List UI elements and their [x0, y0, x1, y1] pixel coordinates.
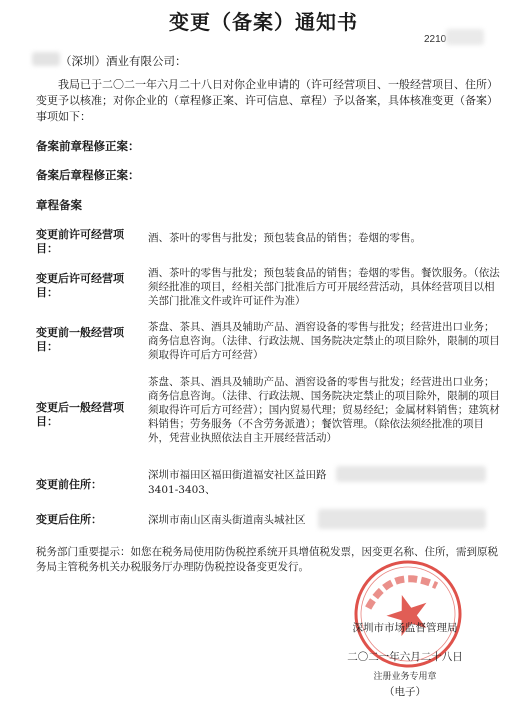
tax-notice: 税务部门重要提示：如您在税务局使用防伪税控系统开具增值税发票，因变更名称、住所，需到原税务局主管税务机关办税服务厅办理防伪税控设备变更发行。	[36, 546, 498, 573]
change-label: 变更后一般经营项目：	[36, 401, 124, 428]
after-amendment-label: 备案后章程修正案：	[36, 168, 140, 182]
change-label: 变更后住所：	[36, 513, 102, 526]
electronic-mark: （电子）	[384, 686, 426, 698]
before-amendment-label: 备案前章程修正案：	[36, 139, 140, 153]
issuing-authority: 深圳市市场监督管理局	[352, 622, 458, 634]
change-value-continued: 3401-3403、	[148, 484, 216, 496]
intro-paragraph: 我局已于二〇二一年六月二十八日对你企业申请的（许可经营项目、一般经营项目、住所）变更予以核准；对你企业的（章程修正案、许可信息、章程）予以备案，具体核准变更（备案）事项如下：	[36, 78, 498, 123]
change-label: 变更前一般经营项目：	[36, 326, 124, 353]
change-label: 变更前许可经营项目：	[36, 228, 124, 255]
change-value: 酒、茶叶的零售与批发；预包装食品的销售；卷烟的零售。餐饮服务。（依法须经批准的项目，经相关部门批准后方可开展经营活动，具体经营项目以相关部门批准文件或许可证件为准）	[148, 267, 500, 307]
articles-filing-label: 章程备案	[36, 198, 82, 212]
change-value: 深圳市福田区福田街道福安社区益田路	[148, 469, 327, 481]
document-number: 2210	[424, 34, 447, 45]
change-value: 深圳市南山区南头街道南头城社区	[148, 514, 306, 526]
change-value: 酒、茶叶的零售与批发；预包装食品的销售；卷烟的零售。	[148, 232, 421, 244]
change-label: 变更前住所：	[36, 478, 102, 491]
redacted-address-before	[336, 466, 486, 482]
change-value: 茶盘、茶具、酒具及辅助产品、酒窖设备的零售与批发；经营进出口业务；商务信息咨询。（法律、行政法规、国务院决定禁止的项目除外，限制的项目须取得许可后方可经营）	[148, 321, 500, 361]
change-label: 变更后许可经营项目：	[36, 272, 124, 299]
issue-date: 二〇二一年六月二十八日	[347, 651, 463, 663]
redacted-company-name	[32, 52, 60, 66]
change-value: 茶盘、茶具、酒具及辅助产品、酒窖设备的零售与批发；经营进出口业务；商务信息咨询。（法律、行政法规、国务院决定禁止的项目除外，限制的项目须取得许可后方可经营）；国内贸易代理；贸易经纪；金属材料销售；建筑材料销售；劳务服务（不含劳务派遣）；餐饮管理。（除依法须经批准的项目外，凭营业执照依法自主开展经营活动）	[148, 376, 500, 444]
redacted-address-after	[318, 509, 486, 529]
redacted-document-number	[446, 29, 484, 45]
company-name: （深圳）酒业有限公司：	[60, 54, 187, 68]
seal-note: 注册业务专用章	[373, 671, 437, 681]
document-title: 变更（备案）通知书	[169, 10, 358, 34]
